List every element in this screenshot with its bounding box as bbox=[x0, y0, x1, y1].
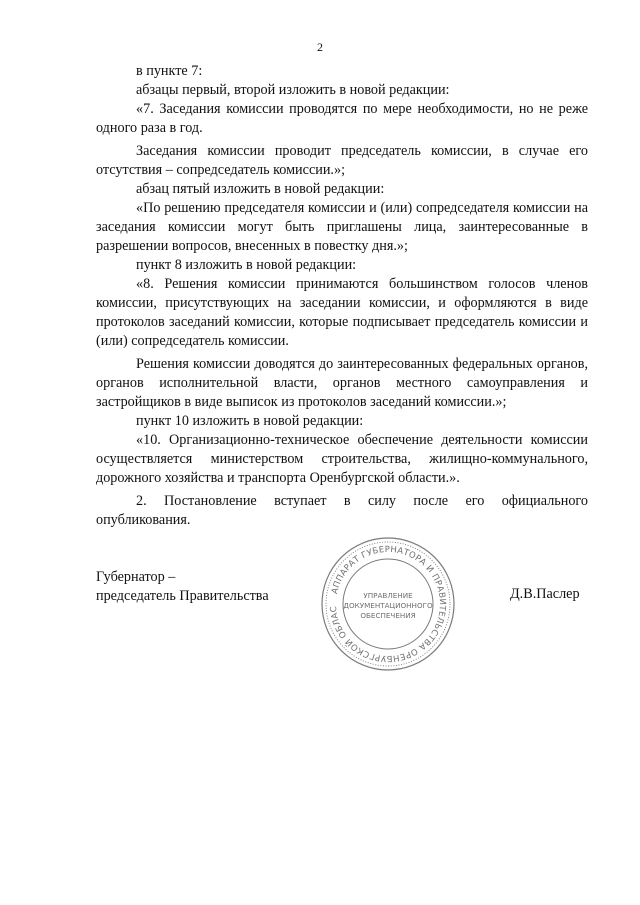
paragraph-7: пункт 8 изложить в новой редакции: bbox=[136, 257, 357, 273]
paragraph-10: пункт 10 изложить в новой редакции: bbox=[136, 413, 364, 429]
paragraph-4: Заседания комиссии проводит председатель комиссии, в случае его отсутствия – сопредседатель комиссии.»; bbox=[96, 143, 588, 178]
paragraph-1: в пункте 7: bbox=[136, 63, 203, 79]
document-body bbox=[96, 62, 588, 530]
paragraph-8: «8. Решения комиссии принимаются большинством голосов членов комиссии, присутствующих на заседании комиссии, и оформляются в виде протоколов заседаний комиссии, которые подписывает председатель комиссии и (или) сопредседатель комиссии. bbox=[96, 276, 588, 349]
stamp-seal-image bbox=[318, 534, 458, 674]
paragraph-6: «По решению председателя комиссии и (или) сопредседателя комиссии на заседания комиссии могут быть приглашены лица, заинтересованные в разрешении вопросов, внесенных в повестку дня.»; bbox=[96, 200, 588, 254]
official-stamp bbox=[318, 534, 458, 674]
paragraph-12: 2. Постановление вступает в силу после его официального опубликования. bbox=[96, 493, 588, 528]
paragraph-11: «10. Организационно-техническое обеспечение деятельности комиссии осуществляется министерством строительства, жилищно-коммунального, дорожного хозяйства и транспорта Оренбургской области.». bbox=[96, 432, 588, 486]
signature-title bbox=[96, 568, 269, 606]
page-number: 2 bbox=[317, 40, 323, 54]
signature-title-line-1: Губернатор – bbox=[96, 569, 176, 585]
stamp-line-3: ОБЕСПЕЧЕНИЯ bbox=[360, 611, 416, 620]
paragraph-3: «7. Заседания комиссии проводятся по мере необходимости, но не реже одного раза в год. bbox=[96, 101, 588, 136]
stamp-line-1: УПРАВЛЕНИЕ bbox=[363, 591, 413, 600]
stamp-ring-text: АППАРАТ ГУБЕРНАТОРА И ПРАВИТЕЛЬСТВА ОРЕНБУРГСКОЙ ОБЛАС bbox=[328, 544, 448, 664]
signature-title-line-2: председатель Правительства bbox=[96, 588, 269, 604]
paragraph-9: Решения комиссии доводятся до заинтересованных федеральных органов, органов исполнительной власти, органов местного самоуправления и застройщиков в виде выписок из протоколов заседаний комиссии.»; bbox=[96, 356, 588, 410]
stamp-line-2: ДОКУМЕНТАЦИОННОГО bbox=[343, 601, 433, 610]
signer-name: Д.В.Паслер bbox=[510, 586, 580, 602]
paragraph-2: абзацы первый, второй изложить в новой редакции: bbox=[136, 82, 450, 98]
paragraph-5: абзац пятый изложить в новой редакции: bbox=[136, 181, 385, 197]
